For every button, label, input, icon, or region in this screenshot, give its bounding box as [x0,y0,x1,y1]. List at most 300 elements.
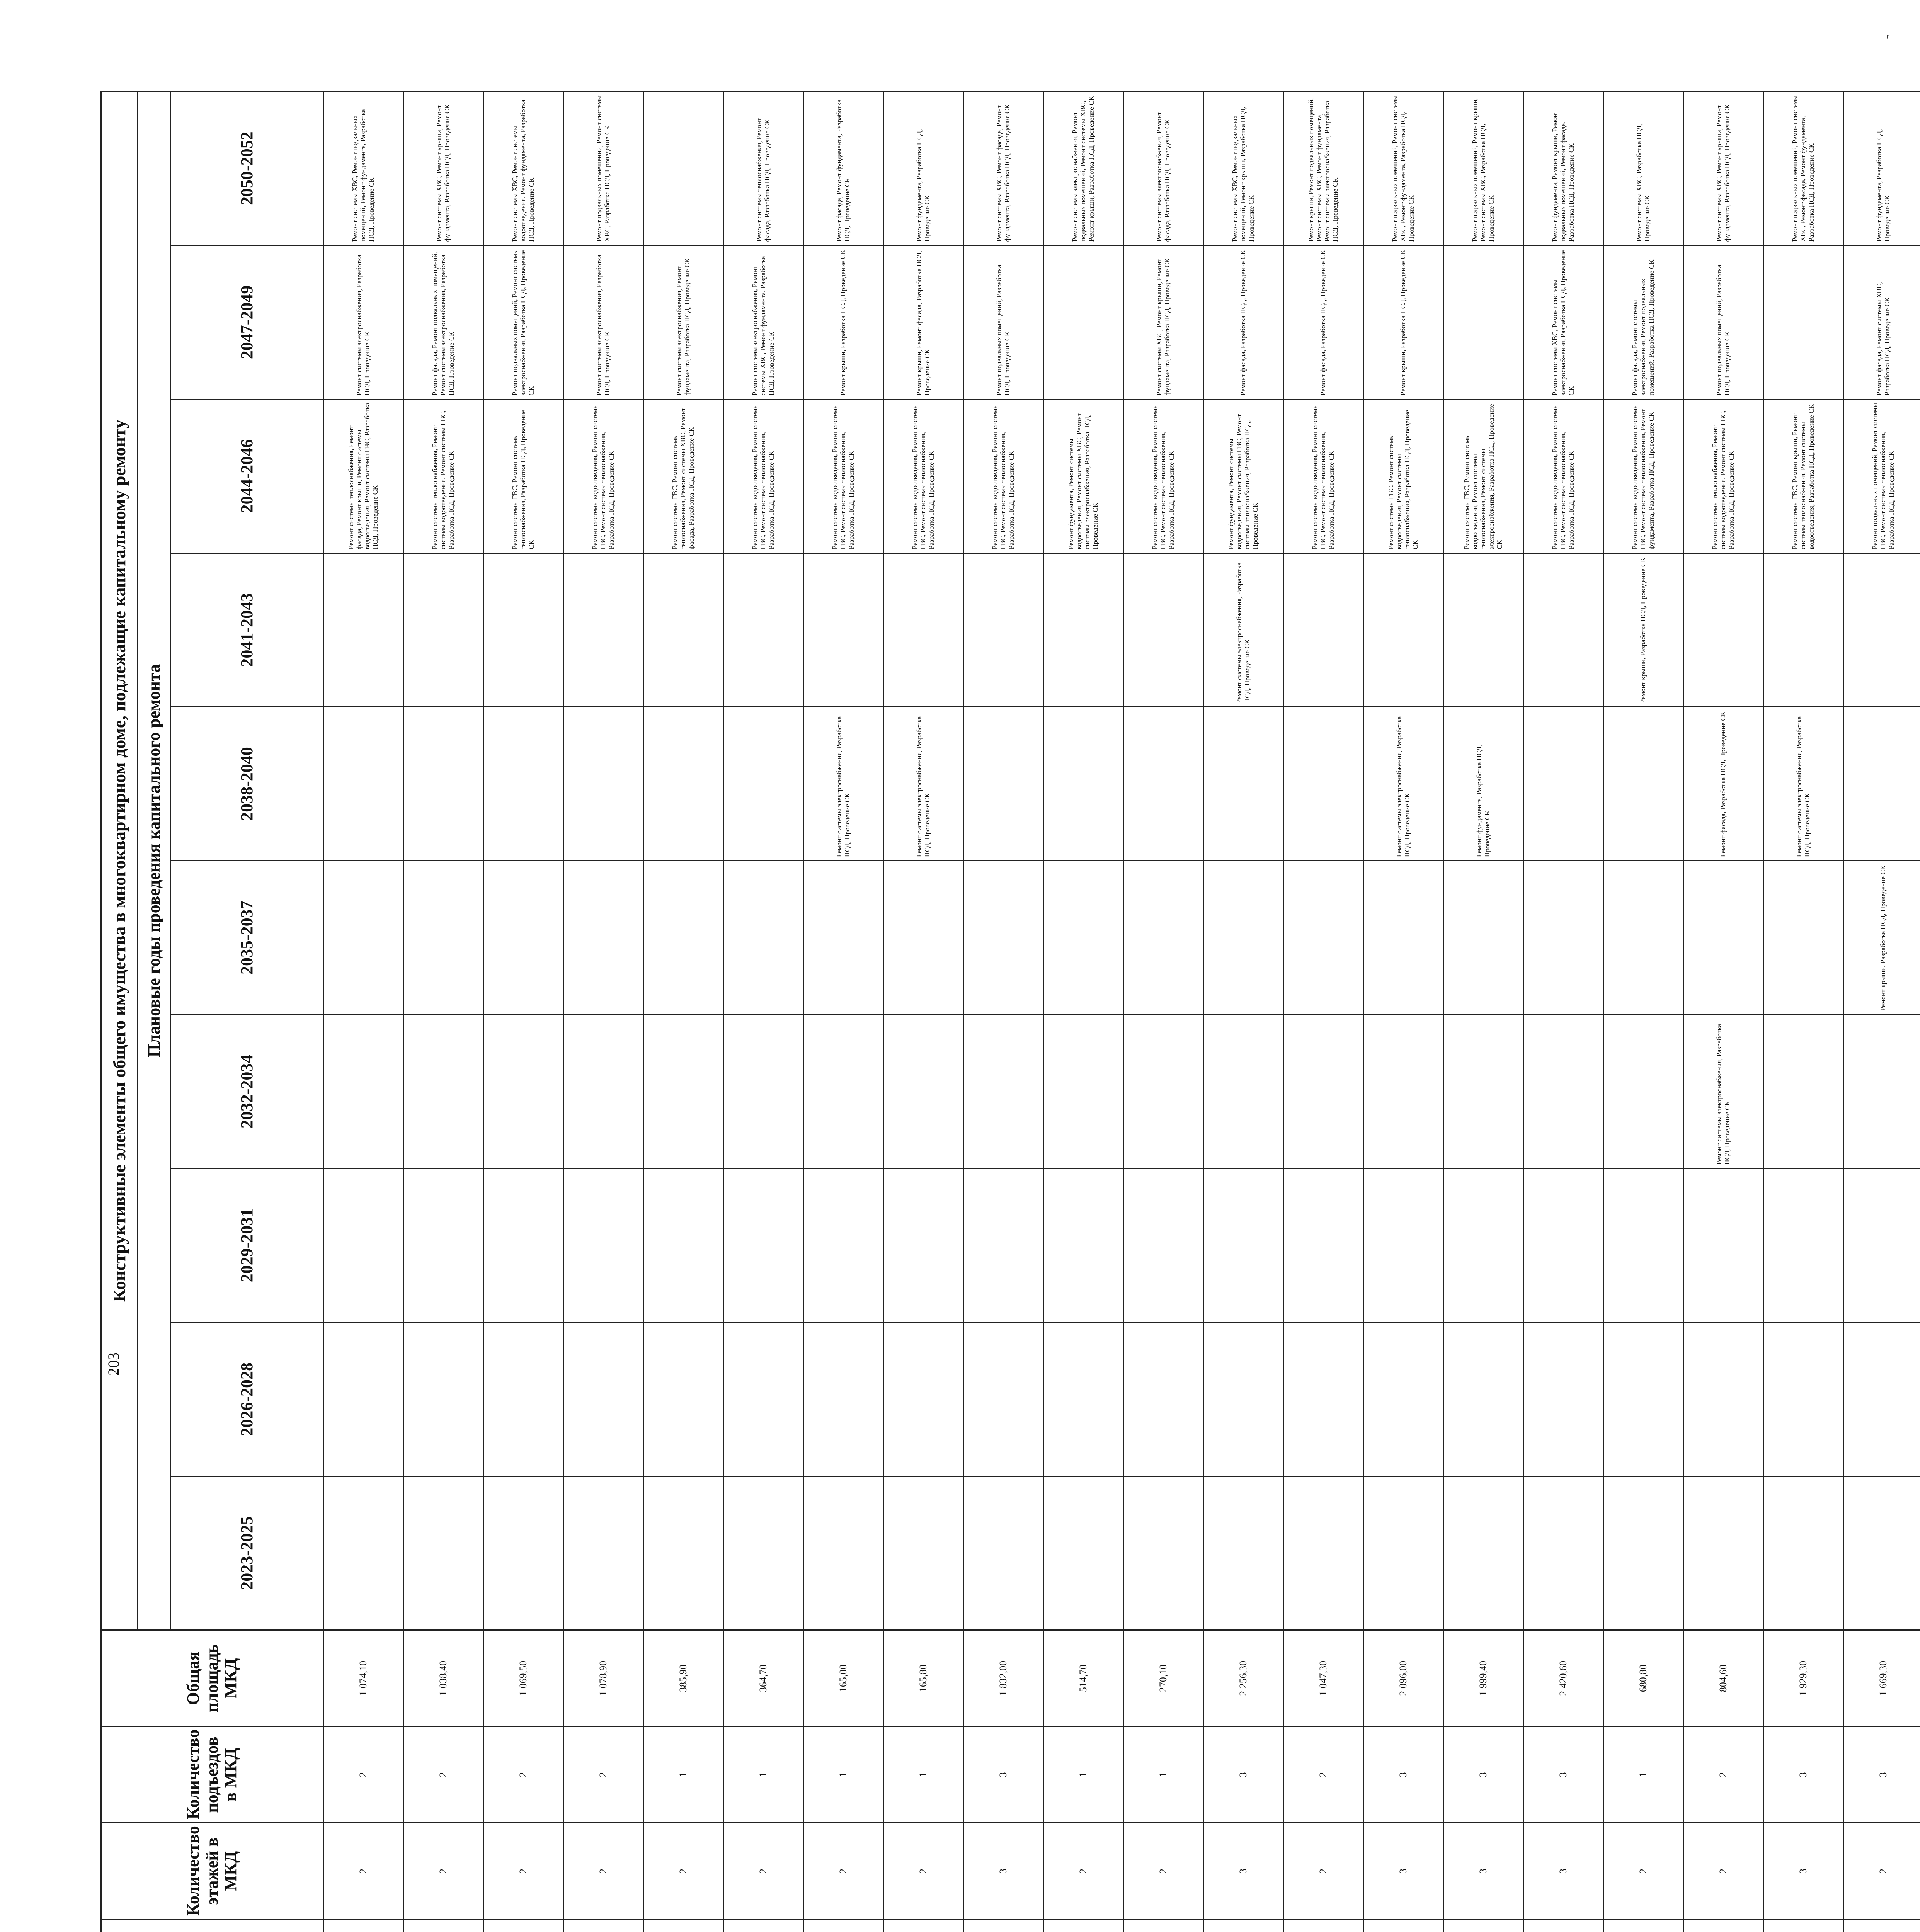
row-material [963,1919,1043,1932]
row-works-cell: Ремонт фундамента, Ремонт крыши, Ремонт подвальных помещений, Ремонт фасада, Разработка ПСД, Проведение СК [1523,92,1603,245]
row-works-cell [1603,1168,1683,1322]
row-works-cell [883,1322,963,1476]
row-works-cell [483,707,563,861]
row-works-cell: Ремонт системы ГВС, Ремонт крыши, Ремонт системы теплоснабжения, Ремонт системы водоотведения, Разработка ПСД, Проведение СК [1763,399,1843,553]
row-works-cell: Ремонт системы электроснабжения, Разработка ПСД, Проведение СК [563,245,643,399]
row-material [403,1919,483,1932]
row-floors: 3 [1443,1823,1523,1920]
row-entrances: 1 [723,1726,803,1823]
row-works-cell [323,1015,403,1168]
row-works-cell [963,553,1043,707]
row-works-cell [1683,861,1763,1015]
row-works-cell [1523,1322,1603,1476]
row-works-cell: Ремонт системы водоотведения, Ремонт системы ГВС, Ремонт системы теплоснабжения, Разработка ПСД, Проведение СК [563,399,643,553]
row-works-cell: Ремонт системы электроснабжения, Ремонт фундамента, Разработка ПСД, Проведение СК [643,245,723,399]
row-works-cell: Ремонт системы теплоснабжения, Ремонт системы водоотведения, Ремонт системы ГВС, Разработка ПСД, Проведение СК [1683,399,1763,553]
row-works-cell: Ремонт фасада, Ремонт подвальных помещений, Ремонт системы электроснабжения, Разработка ПСД, Проведение СК [403,245,483,399]
row-works-cell [403,1168,483,1322]
row-works-cell [1843,1322,1920,1476]
row-works-cell [1843,1015,1920,1168]
row-works-cell: Ремонт системы ХВС, Ремонт крыши, Ремонт фундамента, Разработка ПСД, Проведение СК [1123,245,1203,399]
header-period: 2032-2034 [171,1015,323,1168]
row-works-cell: Ремонт фундамента, Разработка ПСД, Проведение СК [1843,92,1920,245]
table-row [1363,92,1443,1932]
row-works-cell [963,1168,1043,1322]
row-works-cell: Ремонт системы водоотведения, Ремонт системы ГВС, Ремонт системы теплоснабжения, Разработка ПСД, Проведение СК [1123,399,1203,553]
row-works-cell [963,861,1043,1015]
row-works-cell [1363,553,1443,707]
header-period: 2047-2049 [171,245,323,399]
row-works-cell: Ремонт фасада, Ремонт системы электроснабжения, Ремонт подвальных помещений, Разработка ПСД, Проведение СК [1603,245,1683,399]
row-works-cell [643,1168,723,1322]
row-works-cell [723,1476,803,1630]
row-entrances: 1 [1603,1726,1683,1823]
row-entrances: 2 [483,1726,563,1823]
row-works-cell [883,861,963,1015]
row-works-cell [483,861,563,1015]
row-entrances: 1 [643,1726,723,1823]
row-works-cell: Ремонт подвальных помещений, Ремонт системы ХВС, Разработка ПСД, Проведение СК [563,92,643,245]
row-works-cell [1443,1015,1523,1168]
row-works-cell: Ремонт системы электроснабжения, Ремонт фасада, Разработка ПСД, Проведение СК [1123,92,1203,245]
table-row [1843,92,1920,1932]
table-body [323,92,1920,1932]
header-area: Общая площадь МКД [101,1630,323,1727]
row-works-cell: Ремонт фундамента, Разработка ПСД, Проведение СК [1443,707,1523,861]
row-entrances: 2 [323,1726,403,1823]
row-works-cell [883,1015,963,1168]
row-floors: 2 [1043,1823,1123,1920]
row-works-cell [1283,1322,1363,1476]
row-works-cell: Ремонт системы электроснабжения, Разработка ПСД, Проведение СК [803,707,883,861]
row-works-cell [1603,1015,1683,1168]
row-works-cell [723,861,803,1015]
row-material [1123,1919,1203,1932]
row-works-cell [723,707,803,861]
row-floors: 3 [1763,1823,1843,1920]
table-row [403,92,483,1932]
row-entrances: 2 [403,1726,483,1823]
row-works-cell [1683,553,1763,707]
row-works-cell [1683,1322,1763,1476]
row-works-cell [1043,1322,1123,1476]
row-entrances: 3 [1363,1726,1443,1823]
header-period: 2038-2040 [171,707,323,861]
row-area: 364,70 [723,1630,803,1727]
row-works-cell [1203,861,1283,1015]
row-floors: 3 [963,1823,1043,1920]
row-works-cell [1603,1322,1683,1476]
row-entrances: 1 [883,1726,963,1823]
row-works-cell [323,1476,403,1630]
row-works-cell: Ремонт подвальных помещений, Разработка ПСД, Проведение СК [1683,245,1763,399]
row-works-cell [563,1476,643,1630]
row-works-cell [563,1322,643,1476]
row-works-cell [1843,553,1920,707]
row-material [483,1919,563,1932]
row-works-cell: Ремонт системы водоотведения, Ремонт системы ГВС, Ремонт системы теплоснабжения, Разработка ПСД, Проведение СК [883,399,963,553]
row-works-cell: Ремонт системы электроснабжения, Разработка ПСД, Проведение СК [1763,707,1843,861]
row-works-cell [883,553,963,707]
header-period: 2041-2043 [171,553,323,707]
row-works-cell: Ремонт системы ГВС, Ремонт системы теплоснабжения, Ремонт системы ХВС, Ремонт фасада, Разработка ПСД, Проведение СК [643,399,723,553]
row-works-cell: Ремонт системы электроснабжения, Ремонт подвальных помещений, Ремонт системы ХВС, Ремонт крыши, Разработка ПСД, Проведение СК [1043,92,1123,245]
row-works-cell: Ремонт системы водоотведения, Ремонт системы ГВС, Ремонт системы теплоснабжения, Ремонт фундамента, Разработка ПСД, Проведение СК [1603,399,1683,553]
row-material [1443,1919,1523,1932]
row-works-cell: Ремонт фасада, Ремонт фундамента, Разработка ПСД, Проведение СК [803,92,883,245]
row-material [1363,1919,1443,1932]
row-works-cell [723,1322,803,1476]
row-entrances: 3 [1203,1726,1283,1823]
row-works-cell: Ремонт системы ХВС, Ремонт фасада, Ремонт фундамента, Разработка ПСД, Проведение СК [963,92,1043,245]
row-works-cell [483,1322,563,1476]
row-works-cell [483,1168,563,1322]
row-works-cell: Ремонт системы ХВС, Ремонт подвальных помещений, Ремонт крыши, Разработка ПСД, Проведение СК [1203,92,1283,245]
row-works-cell [1443,553,1523,707]
row-material [1603,1919,1683,1932]
row-works-cell [803,1168,883,1322]
row-works-cell: Ремонт системы электроснабжения, Разработка ПСД, Проведение СК [1363,707,1443,861]
row-works-cell [1203,1168,1283,1322]
row-works-cell [643,92,723,245]
row-works-cell [403,553,483,707]
row-works-cell [1203,707,1283,861]
row-works-cell [1603,861,1683,1015]
row-works-cell: Ремонт подвальных помещений, Ремонт системы ХВС, Ремонт фасада, Ремонт фундамента, Разработка ПСД, Проведение СК [1763,92,1843,245]
row-entrances: 3 [1523,1726,1603,1823]
row-floors: 2 [643,1823,723,1920]
row-works-cell: Ремонт системы ХВС, Разработка ПСД, Проведение СК [1603,92,1683,245]
row-area: 1 069,50 [483,1630,563,1727]
row-floors: 2 [1123,1823,1203,1920]
row-material [723,1919,803,1932]
row-works-cell [1283,707,1363,861]
row-works-cell [803,1476,883,1630]
row-works-cell [1123,861,1203,1015]
row-works-cell: Ремонт системы электроснабжения, Разработка ПСД, Проведение СК [323,245,403,399]
table-row [643,92,723,1932]
row-works-cell [403,1322,483,1476]
row-works-cell [1843,1476,1920,1630]
row-works-cell [963,1476,1043,1630]
row-floors: 2 [723,1823,803,1920]
header-material [101,1919,323,1932]
header-planned-years: Плановые годы проведения капитального ремонта [138,92,171,1630]
table-row [963,92,1043,1932]
header-period: 2026-2028 [171,1322,323,1476]
header-elements: Конструктивные элементы общего имущества в многоквартирном доме, подлежащие капитальному ремонту [101,92,138,1630]
row-works-cell: Ремонт крыши, Ремонт подвальных помещений, Ремонт системы ХВС, Ремонт фундамента, Ремонт системы электроснабжения, Разработка ПСД, Проведение СК [1283,92,1363,245]
row-works-cell [1123,1168,1203,1322]
table-row [483,92,563,1932]
row-works-cell: Ремонт крыши, Ремонт фасада, Разработка ПСД, Проведение СК [883,245,963,399]
row-works-cell [1763,861,1843,1015]
row-area: 165,80 [883,1630,963,1727]
row-works-cell: Ремонт крыши, Разработка ПСД, Проведение СК [803,245,883,399]
row-area: 2 256,30 [1203,1630,1283,1727]
row-works-cell [1283,1015,1363,1168]
row-material [883,1919,963,1932]
row-area: 1 038,40 [403,1630,483,1727]
row-works-cell [643,1015,723,1168]
row-works-cell: Ремонт фундамента, Ремонт системы водоотведения, Ремонт системы ХВС, Ремонт системы электроснабжения, Разработка ПСД, Проведение СК [1043,399,1123,553]
row-works-cell: Ремонт крыши, Разработка ПСД, Проведение СК [1843,861,1920,1015]
row-area: 385,90 [643,1630,723,1727]
row-works-cell [1763,1015,1843,1168]
row-floors: 2 [1843,1823,1920,1920]
row-works-cell [643,707,723,861]
row-works-cell [563,861,643,1015]
row-works-cell [643,1476,723,1630]
row-works-cell [1043,1168,1123,1322]
row-area: 1 929,30 [1763,1630,1843,1727]
row-entrances: 1 [1123,1726,1203,1823]
row-area: 804,60 [1683,1630,1763,1727]
row-works-cell [1283,861,1363,1015]
row-works-cell [1363,1168,1443,1322]
row-works-cell: Ремонт фасада, Разработка ПСД, Проведение СК [1683,707,1763,861]
row-area: 680,80 [1603,1630,1683,1727]
row-works-cell [723,1168,803,1322]
row-works-cell [1523,1476,1603,1630]
row-works-cell [1123,553,1203,707]
row-works-cell [963,707,1043,861]
header-entrances: Количество подъездов в МКД [101,1726,323,1823]
row-works-cell [883,1168,963,1322]
capital-repair-table-frame [100,91,1895,1932]
row-material [1203,1919,1283,1932]
row-works-cell: Ремонт подвальных помещений, Ремонт системы ГВС, Ремонт системы теплоснабжения, Разработка ПСД, Проведение СК [1843,399,1920,553]
table-row [1443,92,1523,1932]
row-floors: 2 [323,1823,403,1920]
row-works-cell [723,1015,803,1168]
row-works-cell [1203,1322,1283,1476]
row-works-cell: Ремонт системы водоотведения, Ремонт системы ГВС, Ремонт системы теплоснабжения, Разработка ПСД, Проведение СК [963,399,1043,553]
row-works-cell: Ремонт системы водоотведения, Ремонт системы ГВС, Ремонт системы теплоснабжения, Разработка ПСД, Проведение СК [1523,399,1603,553]
table-row [1523,92,1603,1932]
row-works-cell [803,861,883,1015]
row-works-cell [1043,1015,1123,1168]
row-works-cell [1523,553,1603,707]
row-entrances: 3 [1763,1726,1843,1823]
row-works-cell [1123,707,1203,861]
header-period: 2035-2037 [171,861,323,1015]
row-works-cell [1763,1476,1843,1630]
row-area: 165,00 [803,1630,883,1727]
row-works-cell [1843,707,1920,861]
table-row [1123,92,1203,1932]
row-area: 514,70 [1043,1630,1123,1727]
row-works-cell [1043,707,1123,861]
row-works-cell: Ремонт фасада, Разработка ПСД, Проведение СК [1283,245,1363,399]
row-works-cell [1763,553,1843,707]
row-works-cell [803,553,883,707]
row-entrances: 2 [563,1726,643,1823]
table-row [1283,92,1363,1932]
row-floors: 2 [883,1823,963,1920]
row-works-cell [1523,1015,1603,1168]
row-works-cell: Ремонт фасада, Разработка ПСД, Проведение СК [1203,245,1283,399]
row-material [1043,1919,1123,1932]
row-works-cell [1043,861,1123,1015]
row-works-cell [323,1168,403,1322]
table-row [1043,92,1123,1932]
row-works-cell [1283,1476,1363,1630]
row-works-cell: Ремонт системы электроснабжения, Разработка ПСД, Проведение СК [883,707,963,861]
row-works-cell [323,1322,403,1476]
row-works-cell: Ремонт системы электроснабжения, Разработка ПСД, Проведение СК [1683,1015,1763,1168]
table-row [883,92,963,1932]
row-area: 2 096,00 [1363,1630,1443,1727]
row-area: 1 832,00 [963,1630,1043,1727]
row-entrances: 3 [963,1726,1043,1823]
row-works-cell [1603,1476,1683,1630]
row-works-cell: Ремонт системы ХВС, Ремонт подвальных помещений, Ремонт фундамента, Разработка ПСД, Проведение СК [323,92,403,245]
row-works-cell [1523,861,1603,1015]
row-material [563,1919,643,1932]
row-area: 1 047,30 [1283,1630,1363,1727]
row-floors: 2 [403,1823,483,1920]
row-works-cell [1763,245,1843,399]
row-works-cell [483,553,563,707]
row-works-cell [563,1168,643,1322]
row-works-cell [1683,1476,1763,1630]
row-works-cell [1683,1168,1763,1322]
row-works-cell: Ремонт подвальных помещений, Ремонт системы ХВС, Ремонт фундамента, Разработка ПСД, Проведение СК [1363,92,1443,245]
row-works-cell: Ремонт системы теплоснабжения, Ремонт фасада, Разработка ПСД, Проведение СК [723,92,803,245]
row-entrances: 2 [1683,1726,1763,1823]
row-works-cell [323,861,403,1015]
row-entrances: 1 [1043,1726,1123,1823]
header-period: 2044-2046 [171,399,323,553]
row-works-cell: Ремонт системы ХВС, Ремонт системы водоотведения, Ремонт фундамента, Разработка ПСД, Проведение СК [483,92,563,245]
row-works-cell [1363,861,1443,1015]
row-works-cell: Ремонт системы ГВС, Ремонт системы теплоснабжения, Разработка ПСД, Проведение СК [483,399,563,553]
row-floors: 2 [1283,1823,1363,1920]
row-works-cell [323,707,403,861]
row-works-cell [1123,1476,1203,1630]
row-works-cell [1043,1476,1123,1630]
table-row [1603,92,1683,1932]
row-area: 1 669,30 [1843,1630,1920,1727]
row-entrances: 2 [1283,1726,1363,1823]
row-works-cell [1763,1168,1843,1322]
row-works-cell [403,1476,483,1630]
row-works-cell [403,1015,483,1168]
row-works-cell: Ремонт системы теплоснабжения, Ремонт фасада, Ремонт крыши, Ремонт системы водоотведения, Ремонт системы ГВС, Разработка ПСД, Проведение СК [323,399,403,553]
row-material [1683,1919,1763,1932]
row-works-cell: Ремонт системы ХВС, Ремонт крыши, Ремонт фундамента, Разработка ПСД, Проведение СК [403,92,483,245]
row-works-cell [643,1322,723,1476]
row-area: 1 074,10 [323,1630,403,1727]
row-works-cell [563,707,643,861]
row-works-cell [403,707,483,861]
row-floors: 2 [483,1823,563,1920]
row-material [1283,1919,1363,1932]
row-works-cell [1443,1322,1523,1476]
row-works-cell [1363,1476,1443,1630]
row-works-cell [1363,1322,1443,1476]
table-row [1683,92,1763,1932]
row-material [1523,1919,1603,1932]
row-floors: 2 [563,1823,643,1920]
capital-repair-table [100,91,1920,1932]
row-works-cell [643,861,723,1015]
table-row [723,92,803,1932]
row-works-cell: Ремонт системы водоотведения, Ремонт системы ГВС, Ремонт системы теплоснабжения, Разработка ПСД, Проведение СК [1283,399,1363,553]
row-works-cell [1123,1015,1203,1168]
row-works-cell [1283,553,1363,707]
row-works-cell: Ремонт системы электроснабжения, Ремонт системы ХВС, Ремонт фундамента, Разработка ПСД, Проведение СК [723,245,803,399]
row-works-cell [403,861,483,1015]
row-works-cell: Ремонт фасада, Ремонт системы ХВС, Разработка ПСД, Проведение СК [1843,245,1920,399]
row-works-cell: Ремонт системы ГВС, Ремонт системы водоотведения, Ремонт системы теплоснабжения, Разработка ПСД, Проведение СК [1363,399,1443,553]
row-material [643,1919,723,1932]
page-number: 203 [105,1352,122,1376]
row-area: 1 078,90 [563,1630,643,1727]
row-works-cell [1603,707,1683,861]
header-floors: Количество этажей в МКД [101,1823,323,1920]
row-works-cell: Ремонт подвальных помещений, Разработка ПСД, Проведение СК [963,245,1043,399]
header-period: 2029-2031 [171,1168,323,1322]
row-works-cell [1203,1476,1283,1630]
row-works-cell [883,1476,963,1630]
row-works-cell: Ремонт подвальных помещений, Ремонт крыши, Ремонт системы ХВС, Разработка ПСД, Проведение СК [1443,92,1523,245]
row-works-cell [1443,1168,1523,1322]
row-works-cell: Ремонт системы ХВС, Ремонт крыши, Ремонт фундамента, Разработка ПСД, Проведение СК [1683,92,1763,245]
row-entrances: 1 [803,1726,883,1823]
row-works-cell [1523,1168,1603,1322]
row-works-cell [803,1322,883,1476]
row-material [323,1919,403,1932]
row-works-cell [483,1015,563,1168]
row-works-cell [723,553,803,707]
row-works-cell [1523,707,1603,861]
row-works-cell [1043,245,1123,399]
row-works-cell [563,1015,643,1168]
row-works-cell [803,1015,883,1168]
row-material [1763,1919,1843,1932]
row-area: 2 420,60 [1523,1630,1603,1727]
row-floors: 3 [1363,1823,1443,1920]
row-works-cell: Ремонт системы водоотведения, Ремонт системы ГВС, Ремонт системы теплоснабжения, Разработка ПСД, Проведение СК [803,399,883,553]
row-floors: 3 [1523,1823,1603,1920]
row-works-cell [563,553,643,707]
row-works-cell [1443,861,1523,1015]
row-floors: 2 [803,1823,883,1920]
row-works-cell [1443,1476,1523,1630]
row-works-cell: Ремонт системы водоотведения, Ремонт системы ГВС, Ремонт системы теплоснабжения, Разработка ПСД, Проведение СК [723,399,803,553]
row-works-cell: Ремонт системы теплоснабжения, Ремонт системы водоотведения, Ремонт системы ГВС, Разработка ПСД, Проведение СК [403,399,483,553]
header-period: 2023-2025 [171,1476,323,1630]
row-entrances: 3 [1443,1726,1523,1823]
row-works-cell: Ремонт фундамента, Разработка ПСД, Проведение СК [883,92,963,245]
table-row [563,92,643,1932]
row-works-cell: Ремонт системы ГВС, Ремонт системы водоотведения, Ремонт системы теплоснабжения, Ремонт системы электроснабжения, Разработка ПСД, Проведение СК [1443,399,1523,553]
row-floors: 2 [1603,1823,1683,1920]
row-works-cell: Ремонт системы ХВС, Ремонт системы электроснабжения, Разработка ПСД, Проведение СК [1523,245,1603,399]
row-material [803,1919,883,1932]
row-works-cell [1123,1322,1203,1476]
row-works-cell [323,553,403,707]
row-entrances: 3 [1843,1726,1920,1823]
row-area: 1 999,40 [1443,1630,1523,1727]
table-row [1203,92,1283,1932]
table-row [803,92,883,1932]
table-row [1763,92,1843,1932]
row-floors: 3 [1203,1823,1283,1920]
header-period: 2050-2052 [171,92,323,245]
